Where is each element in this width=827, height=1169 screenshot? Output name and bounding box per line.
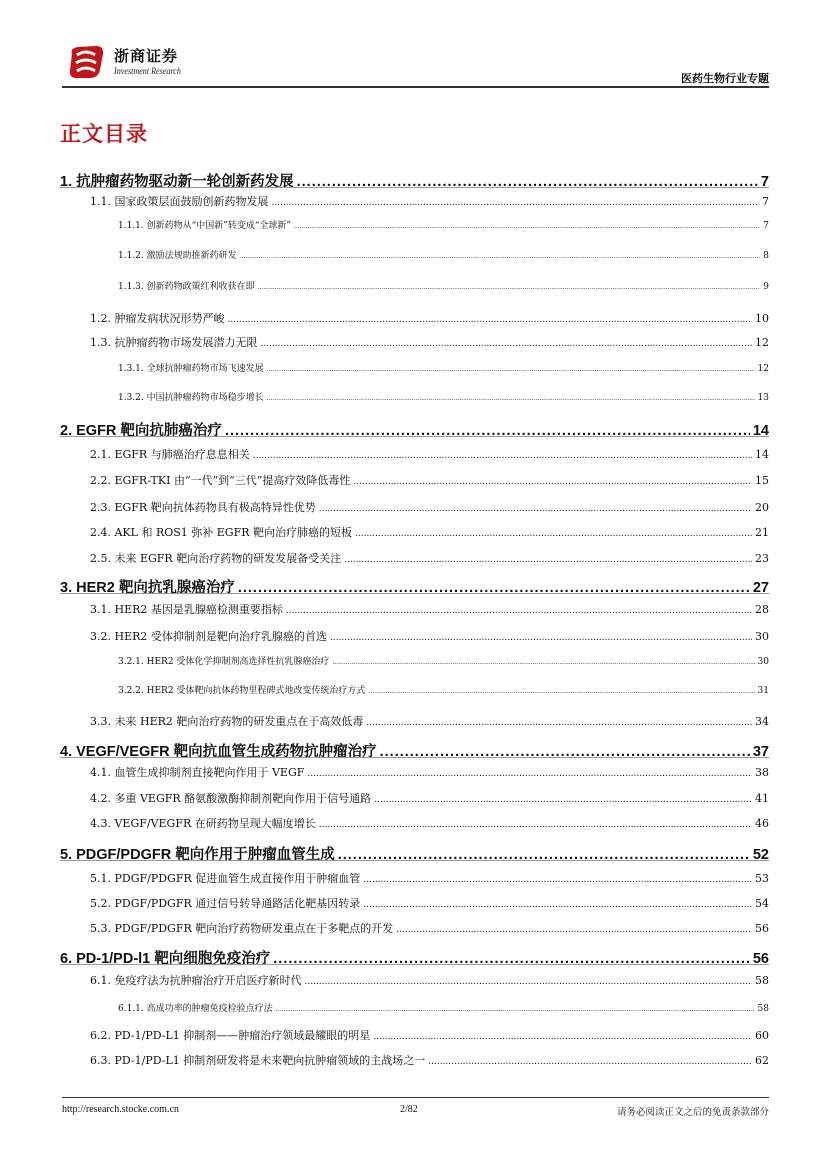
toc-entry-level2[interactable] xyxy=(90,790,769,806)
toc-entry-level2[interactable] xyxy=(90,193,769,209)
toc-dot-leader xyxy=(363,900,752,910)
toc-entry-page: 14 xyxy=(752,423,769,439)
toc-dot-leader xyxy=(355,529,752,539)
toc-entry-level2[interactable] xyxy=(90,713,769,729)
toc-entry-title: 4.1. 血管生成抑制剂直接靶向作用于 VEGF xyxy=(90,766,305,779)
toc-entry-title: 2.2. EGFR-TKI 由“一代”到“三代”提高疗效降低毒性 xyxy=(90,474,351,487)
toc-entry-title: 5. PDGF/PDGFR 靶向作用于肿瘤血管生成 xyxy=(60,847,335,863)
toc-entry-level2[interactable] xyxy=(90,472,769,488)
section-underline xyxy=(60,187,769,188)
toc-entry-title: 1.1.3. 创新药物政策红利收获在即 xyxy=(118,282,255,292)
toc-entry-level2[interactable] xyxy=(90,895,769,911)
toc-entry-page: 12 xyxy=(755,336,769,349)
toc-dot-leader xyxy=(253,451,752,461)
toc-entry-title: 1.3.2. 中国抗肿瘤药物市场稳步增长 xyxy=(118,393,264,403)
toc-entry-page: 7 xyxy=(760,174,769,190)
toc-entry-page: 52 xyxy=(752,847,769,863)
toc-dot-leader xyxy=(307,769,752,779)
toc-entry-page: 56 xyxy=(752,951,769,967)
toc-entry-title: 2. EGFR 靶向抗肺癌治疗 xyxy=(60,423,222,439)
toc-entry-title: 6.1.1. 高成功率的肿瘤免疫检验点疗法 xyxy=(118,1004,273,1014)
page-number: 2/82 xyxy=(400,1104,418,1115)
toc-entry-title: 5.3. PDGF/PDGFR 靶向治疗药物研发重点在于多靶点的开发 xyxy=(90,922,394,935)
toc-entry-title: 1.1.2. 激励法规助推新药研发 xyxy=(118,251,237,261)
toc-dot-leader xyxy=(319,504,752,514)
toc-entry-page: 58 xyxy=(755,974,769,987)
toc-entry-title: 1.3. 抗肿瘤药物市场发展潜力无限 xyxy=(90,336,258,349)
toc-entry-title: 2.4. AKL 和 ROS1 弥补 EGFR 靶向治疗肺癌的短板 xyxy=(90,526,353,539)
toc-entry-level2[interactable] xyxy=(90,524,769,540)
toc-entry-page: 41 xyxy=(755,792,769,805)
section-underline xyxy=(60,860,769,861)
toc-entry-level3[interactable] xyxy=(118,279,769,292)
toc-dot-leader xyxy=(366,718,752,728)
toc-dot-leader xyxy=(368,688,754,695)
toc-entry-title: 1.1. 国家政策层面鼓励创新药物发展 xyxy=(90,195,269,208)
toc-entry-page: 21 xyxy=(755,526,769,539)
toc-entry-page: 62 xyxy=(755,1054,769,1067)
toc-entry-level2[interactable] xyxy=(90,1027,769,1043)
toc-dot-leader xyxy=(228,315,753,325)
toc-entry-title: 6.1. 免疫疗法为抗肿瘤治疗开启医疗新时代 xyxy=(90,974,302,987)
toc-entry-page: 31 xyxy=(757,686,769,696)
toc-dot-leader xyxy=(305,977,753,987)
toc-entry-page: 28 xyxy=(755,603,769,616)
toc-dot-leader xyxy=(344,555,752,565)
toc-entry-title: 6.3. PD-1/PD-L1 抑制剂研发将是未来靶向抗肿瘤领域的主战场之一 xyxy=(90,1054,426,1067)
toc-entry-title: 1. 抗肿瘤药物驱动新一轮创新药发展 xyxy=(60,174,294,190)
toc-entry-page: 20 xyxy=(755,501,769,514)
toc-entry-title: 1.2. 肿瘤发病状况形势严峻 xyxy=(90,312,225,325)
toc-entry-level3[interactable] xyxy=(118,683,769,696)
toc-entry-page: 27 xyxy=(752,580,769,596)
toc-entry-page: 12 xyxy=(757,364,769,374)
toc-entry-title: 3.2. HER2 受体抑制剂是靶向治疗乳腺癌的首选 xyxy=(90,630,327,643)
toc-entry-level3[interactable] xyxy=(118,390,769,403)
toc-entry-title: 3. HER2 靶向抗乳腺癌治疗 xyxy=(60,580,235,596)
toc-entry-title: 2.3. EGFR 靶向抗体药物具有极高特异性优势 xyxy=(90,501,316,514)
toc-dot-leader xyxy=(373,1032,752,1042)
section-underline xyxy=(60,593,769,594)
toc-entry-level2[interactable] xyxy=(90,1052,769,1068)
report-title: 医药生物行业专题 xyxy=(681,72,769,85)
toc-dot-leader xyxy=(353,477,752,487)
toc-entry-page: 37 xyxy=(752,744,769,760)
section-underline xyxy=(60,964,769,965)
toc-entry-title: 2.5. 未来 EGFR 靶向治疗药物的研发发展备受关注 xyxy=(90,552,342,565)
toc-heading: 正文目录 xyxy=(60,122,148,146)
toc-entry-title: 3.3. 未来 HER2 靶向治疗药物的研发重点在于高效低毒 xyxy=(90,715,364,728)
toc-entry-page: 30 xyxy=(755,630,769,643)
toc-entry-page: 23 xyxy=(755,552,769,565)
toc-entry-title: 5.2. PDGF/PDGFR 通过信号转导通路活化靶基因转录 xyxy=(90,897,361,910)
toc-entry-title: 4.2. 多重 VEGFR 酪氨酸激酶抑制剂靶向作用于信号通路 xyxy=(90,792,372,805)
toc-entry-page: 7 xyxy=(763,221,769,231)
toc-entry-page: 30 xyxy=(757,657,769,667)
toc-entry-level3[interactable] xyxy=(118,1001,769,1014)
toc-entry-title: 3.2.1. HER2 受体化学抑制剂高选择性抗乳腺癌治疗 xyxy=(118,657,330,667)
toc-entry-level2[interactable] xyxy=(90,499,769,515)
toc-dot-leader xyxy=(240,253,761,260)
toc-entry-page: 8 xyxy=(763,251,769,261)
toc-entry-level3[interactable] xyxy=(118,654,769,667)
toc-entry-page: 13 xyxy=(757,393,769,403)
toc-dot-leader xyxy=(267,366,755,373)
footer-url[interactable]: http://research.stocke.com.cn xyxy=(62,1104,179,1115)
toc-dot-leader xyxy=(374,795,752,805)
brand-name: 浙商证券 xyxy=(114,47,179,65)
toc-entry-page: 54 xyxy=(755,897,769,910)
brand-subtitle: Investment Research xyxy=(114,66,181,76)
footer-divider xyxy=(62,1097,769,1098)
toc-entry-page: 58 xyxy=(757,1004,769,1014)
toc-dot-leader xyxy=(267,395,755,402)
toc-entry-page: 10 xyxy=(755,312,769,325)
toc-entry-page: 38 xyxy=(755,766,769,779)
toc-entry-page: 15 xyxy=(755,474,769,487)
toc-dot-leader xyxy=(396,925,752,935)
broker-logo xyxy=(66,44,106,80)
toc-entry-level2[interactable] xyxy=(90,972,769,988)
toc-entry-level2[interactable] xyxy=(90,920,769,936)
toc-entry-level3[interactable] xyxy=(118,361,769,374)
toc-entry-level2[interactable] xyxy=(90,446,769,462)
section-underline xyxy=(60,436,769,437)
toc-dot-leader xyxy=(294,223,760,230)
toc-entry-level3[interactable] xyxy=(118,248,769,261)
toc-dot-leader xyxy=(258,284,761,291)
toc-dot-leader xyxy=(330,633,752,643)
section-underline xyxy=(60,757,769,758)
toc-entry-title: 5.1. PDGF/PDGFR 促进血管生成直接作用于肿瘤血管 xyxy=(90,872,361,885)
toc-dot-leader xyxy=(272,198,760,208)
toc-entry-level2[interactable] xyxy=(90,815,769,831)
toc-entry-page: 60 xyxy=(755,1029,769,1042)
toc-entry-title: 2.1. EGFR 与肺癌治疗息息相关 xyxy=(90,448,250,461)
header-divider xyxy=(62,86,769,88)
toc-entry-title: 3.2.2. HER2 受体靶向抗体药物里程碑式地改变传统治疗方式 xyxy=(118,686,366,696)
toc-dot-leader xyxy=(428,1057,752,1067)
toc-dot-leader xyxy=(332,659,754,666)
toc-dot-leader xyxy=(286,606,752,616)
toc-entry-title: 6. PD-1/PD-l1 靶向细胞免疫治疗 xyxy=(60,951,271,967)
toc-entry-page: 46 xyxy=(755,817,769,830)
toc-entry-title: 3.1. HER2 基因是乳腺癌检测重要指标 xyxy=(90,603,283,616)
toc-entry-level2[interactable] xyxy=(90,334,769,350)
toc-entry-level3[interactable] xyxy=(118,218,769,231)
toc-entry-title: 6.2. PD-1/PD-L1 抑制剂——肿瘤治疗领域最耀眼的明星 xyxy=(90,1029,371,1042)
toc-dot-leader xyxy=(363,875,752,885)
toc-entry-title: 4. VEGF/VEGFR 靶向抗血管生成药物抗肿瘤治疗 xyxy=(60,744,377,760)
toc-entry-page: 7 xyxy=(762,195,769,208)
toc-entry-page: 56 xyxy=(755,922,769,935)
toc-entry-page: 9 xyxy=(763,282,769,292)
toc-entry-level2[interactable] xyxy=(90,870,769,886)
toc-dot-leader xyxy=(319,820,752,830)
toc-entry-level2[interactable] xyxy=(90,310,769,326)
toc-entry-page: 34 xyxy=(755,715,769,728)
toc-entry-title: 4.3. VEGF/VEGFR 在研药物呈现大幅度增长 xyxy=(90,817,316,830)
toc-dot-leader xyxy=(276,1006,755,1013)
disclaimer-note: 请务必阅读正文之后的免责条款部分 xyxy=(616,1107,769,1118)
toc-entry-level2[interactable] xyxy=(90,764,769,780)
toc-entry-level2[interactable] xyxy=(90,628,769,644)
toc-dot-leader xyxy=(261,339,753,349)
toc-entry-page: 14 xyxy=(755,448,769,461)
toc-entry-title: 1.3.1. 全球抗肿瘤药物市场飞速发展 xyxy=(118,364,264,374)
toc-entry-page: 53 xyxy=(755,872,769,885)
toc-entry-level2[interactable] xyxy=(90,601,769,617)
toc-entry-level2[interactable] xyxy=(90,550,769,566)
toc-entry-title: 1.1.1. 创新药物从“中国新”转变成“全球新” xyxy=(118,221,292,231)
